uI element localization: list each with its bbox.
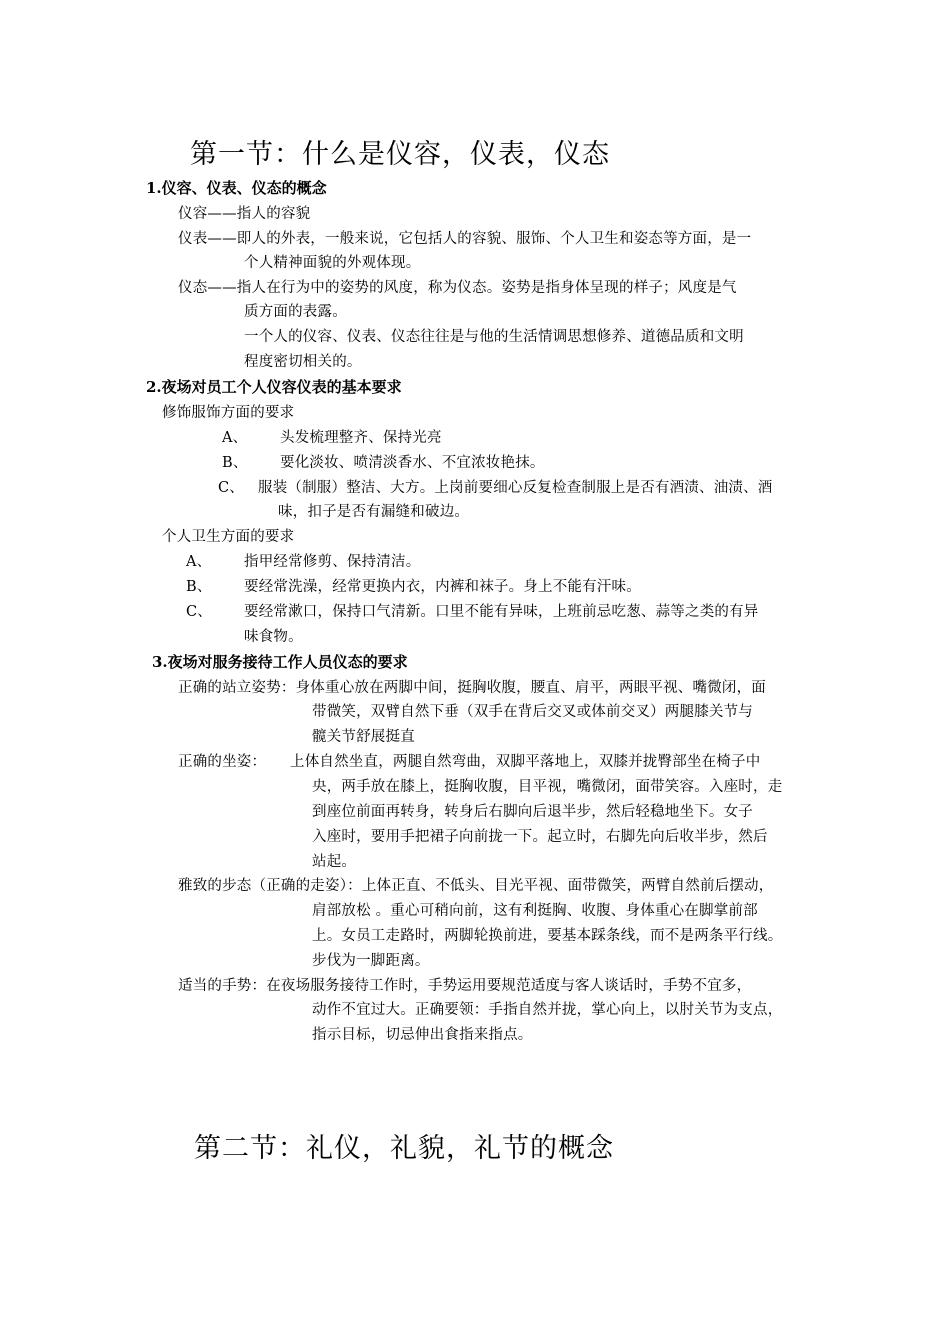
- list-item: 要化淡妆、喷清淡香水、不宜浓妆艳抹。: [280, 455, 545, 471]
- list-item: 服装（制服）整洁、大方。上岗前要细心反复检查制服上是否有酒渍、油渍、酒: [258, 480, 773, 496]
- text-line: 肩部放松 。重心可稍向前，这有利挺胸、收腹、身体重心在脚掌前部: [312, 903, 758, 919]
- list-item-continued: 味食物。: [244, 629, 303, 645]
- subsection-title: 修饰服饰方面的要求: [162, 405, 295, 421]
- text-line: 上。女员工走路时，两脚轮换前进，要基本踩条线，而不是两条平行线。: [312, 928, 783, 944]
- part-3-heading: 3.夜场对服务接待工作人员仪态的要求: [152, 653, 408, 671]
- text-line: 带微笑，双臂自然下垂（双手在背后交叉或体前交叉）两腿膝关节与: [312, 704, 753, 720]
- list-item: 指甲经常修剪、保持清洁。: [244, 554, 421, 570]
- text-line: 程度密切相关的。: [244, 354, 362, 370]
- section-2-title: 第二节：礼仪，礼貌，礼节的概念: [194, 1133, 614, 1164]
- walking-posture-line: 雅致的步态（正确的走姿）：上体正直、不低头、目光平视、面带微笑，两臂自然前后摆动，: [178, 878, 774, 894]
- list-letter: C、: [186, 604, 212, 620]
- part-2-heading: 2.夜场对员工个人仪容仪表的基本要求: [146, 378, 402, 396]
- text-line: 指示目标，切忌伸出食指来指点。: [312, 1027, 533, 1043]
- part-1-heading: 1.仪容、仪表、仪态的概念: [146, 179, 327, 197]
- standing-posture-line: 正确的站立姿势：身体重心放在两脚中间，挺胸收腹，腰直、肩平，两眼平视、嘴微闭，面: [178, 680, 766, 696]
- subsection-title: 个人卫生方面的要求: [162, 529, 295, 545]
- text-line: 个人精神面貌的外观体现。: [244, 255, 421, 271]
- text-line: 入座时，要用手把裙子向前拢一下。起立时，右脚先向后收半步，然后: [312, 829, 768, 845]
- text-line: 仪容——指人的容貌: [178, 206, 311, 222]
- list-letter: B、: [222, 455, 248, 471]
- text-line: 步伐为一脚距离。: [312, 953, 430, 969]
- text-line: 质方面的表露。: [244, 304, 347, 320]
- text-line: 央，两手放在膝上，挺胸收腹，目平视，嘴微闭，面带笑容。入座时，走: [312, 779, 783, 795]
- text-line: 髋关节舒展挺直: [312, 729, 415, 745]
- list-letter: A、: [186, 554, 212, 570]
- text-line: 站起。: [312, 854, 357, 870]
- list-item-continued: 味，扣子是否有漏缝和破边。: [278, 504, 470, 520]
- text-line: 仪态——指人在行为中的姿势的风度，称为仪态。姿势是指身体呈现的样子；风度是气: [178, 280, 737, 296]
- list-item: 要经常洗澡，经常更换内衣，内裤和袜子。身上不能有汗味。: [244, 579, 641, 595]
- text-line: 仪表——即人的外表，一般来说，它包括人的容貌、服饰、个人卫生和姿态等方面，是一: [178, 231, 752, 247]
- text-line: 到座位前面再转身，转身后右脚向后退半步，然后轻稳地坐下。女子: [312, 804, 753, 820]
- sitting-posture-label: 正确的坐姿：: [178, 754, 267, 770]
- gesture-line: 适当的手势：在夜场服务接待工作时，手势运用要规范适度与客人谈话时，手势不宜多，: [178, 978, 752, 994]
- list-letter: B、: [186, 579, 212, 595]
- list-letter: A、: [222, 430, 248, 446]
- sitting-posture-line: 上体自然坐直，两腿自然弯曲，双脚平落地上，双膝并拢臀部坐在椅子中: [290, 754, 761, 770]
- section-1-title: 第一节：什么是仪容，仪表，仪态: [190, 139, 610, 170]
- list-item: 要经常漱口，保持口气清新。口里不能有异味，上班前忌吃葱、蒜等之类的有异: [244, 604, 759, 620]
- text-line: 动作不宜过大。正确要领：手指自然并拢，掌心向上，以肘关节为支点，: [312, 1002, 783, 1018]
- text-line: 一个人的仪容、仪表、仪态往往是与他的生活情调思想修养、道德品质和文明: [244, 329, 744, 345]
- list-letter: C、: [218, 480, 244, 496]
- list-item: 头发梳理整齐、保持光亮: [280, 430, 442, 446]
